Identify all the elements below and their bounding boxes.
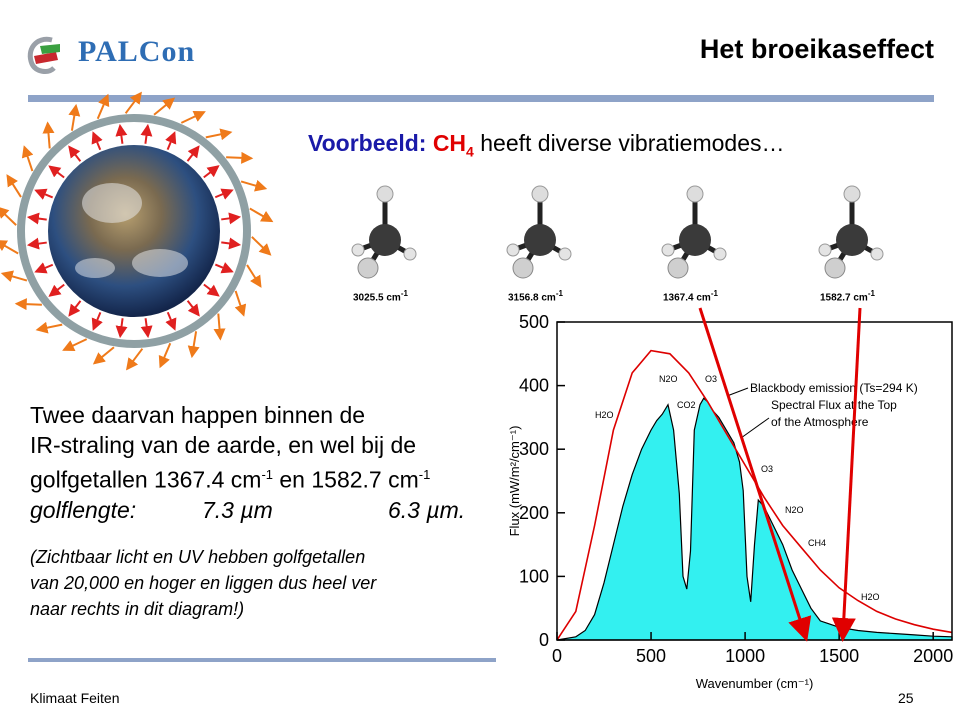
x-tick-label: 1000 bbox=[725, 646, 766, 666]
chart-annotation: of the Atmosphere bbox=[771, 415, 869, 429]
x-tick-label: 0 bbox=[551, 646, 563, 666]
note-line-1: (Zichtbaar licht en UV hebben golfgetallen bbox=[30, 547, 366, 567]
wavelength-value-2: 6.3 µm bbox=[388, 496, 459, 523]
x-axis-label: Wavenumber (cm⁻¹) bbox=[695, 676, 814, 691]
chart-annotation: Blackbody emission (Ts=294 K) bbox=[750, 381, 918, 395]
bottom-divider bbox=[28, 658, 496, 662]
ch4-molecule-model bbox=[495, 182, 585, 282]
chart-annotation: N2O bbox=[659, 374, 678, 384]
y-tick-label: 400 bbox=[518, 375, 549, 396]
note-line-2: van 20,000 en hoger en liggen dus heel ver bbox=[30, 573, 377, 593]
spectral-flux-series bbox=[557, 398, 952, 640]
y-axis-label: Flux (mW/m²/cm⁻¹) bbox=[507, 425, 522, 537]
chart-annotation: CO2 bbox=[677, 400, 696, 410]
logo-text: PALCon bbox=[78, 35, 196, 68]
body-line-4: golflengte: 7.3 µm 6.3 µm. bbox=[30, 496, 466, 523]
chart-annotation: N2O bbox=[785, 505, 804, 515]
radiation-arrow-outer bbox=[160, 343, 170, 366]
ch4-molecule-model bbox=[650, 182, 740, 282]
radiation-arrow-outer bbox=[38, 325, 63, 330]
radiation-arrow-outer bbox=[192, 331, 196, 356]
subtitle-molecule: $CH_4$ bbox=[432, 130, 474, 160]
wavelength-value-1: 7.3 µm bbox=[202, 496, 273, 523]
x-tick-label: 2000 bbox=[913, 646, 954, 666]
footer-source: Klimaat Feiten bbox=[30, 690, 120, 706]
x-tick-label: 1500 bbox=[819, 646, 860, 666]
vibration-mode-label: 3025.5 $cm^{-1}$ bbox=[353, 289, 408, 304]
radiation-arrow-outer bbox=[127, 349, 142, 369]
body-line-2: IR-straling van de aarde, en wel bij de bbox=[30, 432, 417, 458]
chart-annotation: H2O bbox=[595, 410, 614, 420]
chart-annotation: H2O bbox=[861, 592, 880, 602]
page-title: Het broeikaseffect bbox=[699, 34, 934, 64]
ch4-molecule-model bbox=[340, 182, 430, 282]
y-tick-label: 100 bbox=[518, 566, 549, 587]
subtitle-rest: heeft diverse vibratiemodes… bbox=[480, 130, 785, 156]
ch4-molecule-model bbox=[807, 182, 897, 282]
spectrum-chart bbox=[495, 300, 960, 695]
body-line-3: golfgetallen 1367.4 $cm^{-1}$ en 1582.7 $cm^{-1}$ bbox=[30, 466, 431, 493]
chart-annotation: O3 bbox=[705, 374, 718, 384]
radiation-arrow-outer bbox=[64, 339, 87, 350]
molecule-row bbox=[0, 0, 960, 320]
x-tick-label: 500 bbox=[636, 646, 667, 666]
chart-annotation: CH4 bbox=[808, 538, 827, 548]
y-tick-label: 0 bbox=[538, 630, 549, 650]
y-tick-label: 300 bbox=[518, 439, 549, 460]
radiation-arrow-inner bbox=[146, 318, 148, 336]
page-number: 25 bbox=[898, 690, 914, 706]
radiation-arrow-inner bbox=[120, 318, 122, 336]
body-line-1: Twee daarvan happen binnen de bbox=[30, 402, 366, 428]
radiation-arrow-outer bbox=[94, 347, 114, 363]
vibration-mode-label: 1582.7 $cm^{-1}$ bbox=[820, 289, 875, 304]
note-text bbox=[30, 544, 376, 622]
note-line-3: naar rechts in dit diagram!) bbox=[30, 599, 245, 619]
body-text bbox=[30, 400, 465, 525]
y-tick-label: 500 bbox=[518, 312, 549, 332]
subtitle-label: Voorbeeld: bbox=[308, 130, 427, 156]
vibration-mode-label: 3156.8 $cm^{-1}$ bbox=[508, 289, 563, 304]
chart-annotation: Spectral Flux at the Top bbox=[771, 398, 897, 412]
wavelength-label: golflengte: bbox=[30, 496, 137, 523]
vibration-mode-label: 1367.4 $cm^{-1}$ bbox=[663, 289, 718, 304]
chart-annotation: O3 bbox=[761, 464, 774, 474]
y-tick-label: 200 bbox=[518, 502, 549, 523]
absorption-arrow bbox=[843, 308, 860, 636]
